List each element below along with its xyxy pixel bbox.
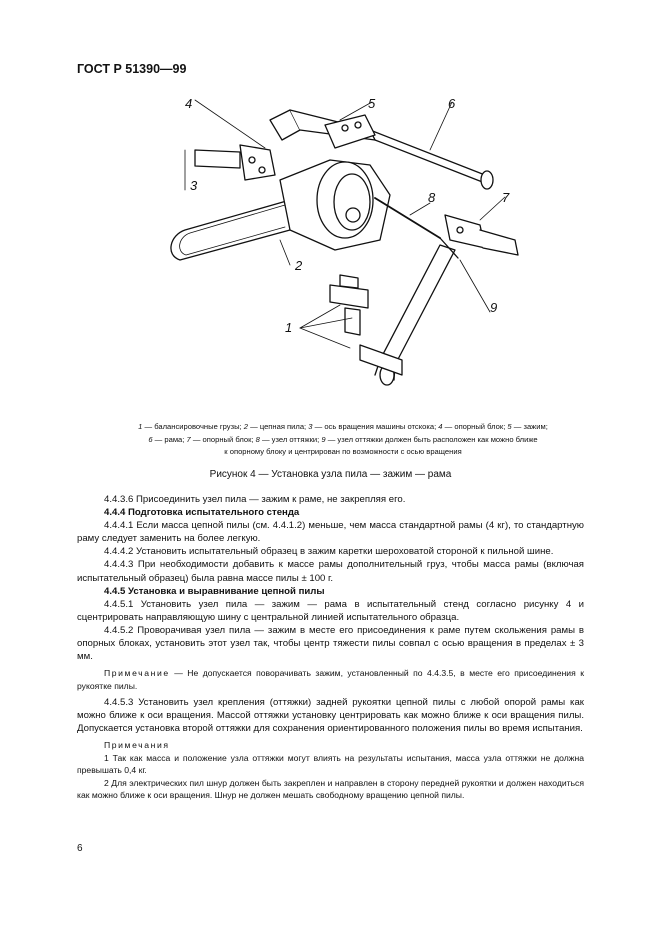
legend-text-10: к опорному блоку и центрирован по возможности с осью вращения	[224, 447, 462, 457]
legend-num-7: 7	[186, 434, 191, 444]
paragraph-4-4-4-2: 4.4.4.2 Установить испытательный образец в зажим каретки шероховатой стороной к пильной шине.	[104, 546, 554, 558]
legend-num-5: 5	[507, 422, 512, 431]
legend-text-6: — рама;	[152, 434, 187, 444]
label-5: 5	[368, 96, 376, 111]
paragraph-4-4-4-1: 4.4.4.1 Если масса цепной пилы (см. 4.4.1.2) меньше, чем масса стандартной рамы (4 кг), то стандартную раму следует заменить на более легкую.	[77, 520, 584, 545]
legend-text-8: — узел оттяжки;	[259, 434, 322, 444]
paragraph-4-4-4-3: 4.4.4.3 При необходимости добавить к массе рамы дополнительный груз, чтобы масса рамы (включая испытательный образец) была равна массе пилы ± 100 г.	[77, 559, 584, 584]
figure-title: Рисунок 4 — Установка узла пила — зажим — рама	[209, 469, 452, 480]
legend-num-4: 4	[438, 422, 443, 431]
legend-num-8: 8	[255, 434, 260, 444]
label-1: 1	[285, 320, 293, 335]
page-number: 6	[77, 843, 83, 854]
note-1: 1 Так как масса и положение узла оттяжки могут влиять на результаты испытания, масса узла оттяжки не должна превышать 0,4 кг.	[77, 752, 584, 776]
label-4: 4	[185, 96, 193, 111]
legend-num-2: 2	[243, 422, 248, 431]
label-9: 9	[490, 300, 498, 315]
legend-text-7: — опорный блок;	[190, 434, 256, 444]
notes-heading: Примечания	[104, 740, 170, 751]
note-2: 2 Для электрических пил шнур должен быть закреплен и направлен в сторону передней рукоятки и должен находиться как можно ближе к оси вращения. Шнур не должен мешать свободному вращению цепной пилы.	[77, 777, 584, 800]
label-7: 7	[502, 190, 510, 205]
label-3: 3	[190, 178, 198, 193]
note-label: Примечание	[104, 668, 170, 679]
legend-text-4: — опорный блок;	[442, 422, 508, 431]
paragraph-4-4-5-3: 4.4.5.3 Установить узел крепления (оттяжки) задней рукоятки цепной пилы с любой опорой рамы как можно ближе к оси вращения. Массой оттяжки установку центрировать как можно ближе к оси вращения пилы. Допускается установка второй оттяжки для сохранения ориентированного положения пилы во время испытания.	[77, 697, 584, 735]
legend-num-1: 1	[138, 422, 143, 431]
legend-text-5: — зажим;	[511, 422, 548, 431]
note-clamp	[77, 667, 584, 692]
legend-num-9: 9	[321, 434, 326, 444]
paragraph-4-4-3-6: 4.4.3.6 Присоединить узел пила — зажим к раме, не закрепляя его.	[104, 494, 406, 505]
legend-num-6: 6	[148, 434, 153, 444]
paragraph-4-4-5-2: 4.4.5.2 Проворачивая узел пила — зажим в месте его присоединения к раме путем скольжения рамы в опорных блоках, установить этот узел так, чтобы центр тяжести пилы совпал с осью вращения в пределах ± 3 мм.	[77, 624, 584, 663]
figure-chainsaw-assembly	[140, 90, 550, 420]
label-2: 2	[295, 258, 303, 273]
legend-num-3: 3	[308, 422, 313, 431]
legend-text-2: — цепная пила;	[248, 422, 309, 431]
section-heading-4-4-5: 4.4.5 Установка и выравнивание цепной пилы	[104, 585, 325, 597]
label-8: 8	[428, 190, 436, 205]
section-heading-4-4-4: 4.4.4 Подготовка испытательного стенда	[104, 507, 300, 519]
document-header: ГОСТ Р 51390—99	[77, 62, 187, 76]
figure-legend	[98, 421, 588, 459]
note-text: — Не допускается поворачивать зажим, установленный по 4.4.3.5, в месте его присоединения к рукоятке пилы.	[77, 668, 584, 691]
label-6: 6	[448, 96, 456, 111]
legend-text-3: — ось вращения машины отскока;	[312, 422, 439, 431]
document-body	[77, 493, 584, 801]
legend-text-1: — балансировочные грузы;	[142, 422, 244, 431]
paragraph-4-4-5-1: 4.4.5.1 Установить узел пила — зажим — рама в испытательный стенд согласно рисунку 4 и сцентрировать направляющую шину с центральной линией испытательного образца.	[77, 598, 584, 623]
legend-text-9: — узел оттяжки должен быть расположен как можно ближе	[325, 434, 538, 444]
